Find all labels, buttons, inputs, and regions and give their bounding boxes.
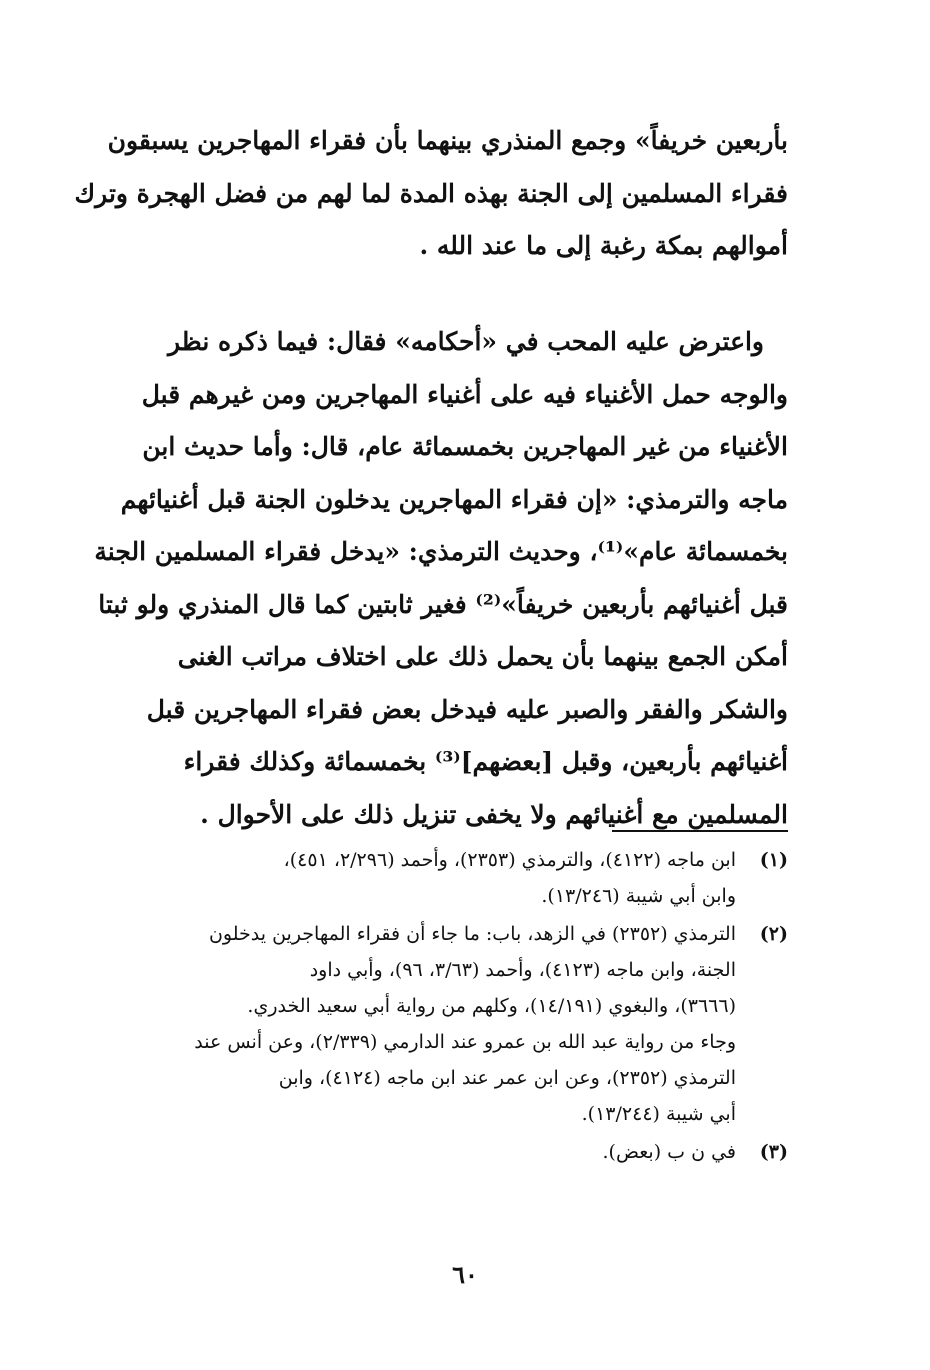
text-line: والوجه حمل الأغنياء فيه على أغنياء المهاجرين ومن غيرهم قبل: [141, 379, 788, 409]
text-line: أمكن الجمع بينهما بأن يحمل ذلك على اختلاف مراتب الغنى: [177, 642, 788, 671]
footnote-line: (٣٦٦٦)، والبغوي (١٤/١٩١)، وكلهم من رواية أبي سعيد الخدري.: [247, 995, 736, 1017]
footnote-divider: [612, 830, 788, 832]
footnote-number: (٣): [759, 1141, 788, 1163]
paragraph-1: [74, 115, 788, 273]
footnote-line: ابن ماجه (٤١٢٢)، والترمذي (٢٣٥٣)، وأحمد (٢/٢٩٦، ٤٥١)،: [283, 849, 736, 871]
footnote-line: الترمذي (٢٣٥٢)، وعن ابن عمر عند ابن ماجه (٤١٢٤)، وابن: [278, 1067, 736, 1089]
text-line: الأغنياء من غير المهاجرين بخمسمائة عام، قال: وأما حديث ابن: [142, 432, 788, 461]
footnote-line: الترمذي (٢٣٥٢) في الزهد، باب: ما جاء أن فقراء المهاجرين يدخلون: [208, 923, 736, 945]
footnote-2: [112, 916, 788, 1132]
paragraph-2: [94, 316, 788, 841]
footnote-line: أبي شيبة (١٣/٢٤٤).: [581, 1103, 736, 1125]
text-line: المسلمين مع أغنيائهم ولا يخفى تنزيل ذلك على الأحوال .: [200, 799, 788, 829]
text-line: والشكر والفقر والصبر عليه فيدخل بعض فقراء المهاجرين قبل: [146, 694, 788, 724]
footnote-3: [112, 1134, 788, 1170]
footnote-line: الجنة، وابن ماجه (٤١٢٣)، وأحمد (٣/٦٣، ٩٦)، وأبي داود: [309, 959, 736, 981]
text-line: واعترض عليه المحب في «أحكامه» فقال: فيما ذكره نظر: [168, 327, 764, 356]
footnote-1: [112, 842, 788, 914]
footnote-text: [112, 1134, 736, 1170]
footnote-text: [112, 916, 736, 1132]
text-line: قبل أغنيائهم بأربعين خريفاً»⁽²⁾ فغير ثابتين كما قال المنذري ولو ثبتا: [98, 589, 788, 619]
text-line: بخمسمائة عام»⁽¹⁾، وحديث الترمذي: «يدخل فقراء المسلمين الجنة: [94, 537, 788, 566]
footnote-text: [112, 842, 736, 914]
footnote-number: (٢): [759, 923, 788, 945]
text-line: بأربعين خريفاً» وجمع المنذري بينهما بأن فقراء المهاجرين يسبقون: [107, 126, 788, 155]
footnote-line: وجاء من رواية عبد الله بن عمرو عند الدارمي (٢/٣٣٩)، وعن أنس عند: [194, 1031, 736, 1053]
text-line: أغنيائهم بأربعين، وقبل [بعضهم]⁽³⁾ بخمسمائة وكذلك فقراء: [183, 747, 788, 776]
text-line: أموالهم بمكة رغبة إلى ما عند الله .: [419, 231, 788, 260]
footnote-line: وابن أبي شيبة (١٣/٢٤٦).: [541, 885, 736, 907]
footnotes-list: [112, 842, 788, 1172]
text-line: فقراء المسلمين إلى الجنة بهذه المدة لما لهم من فضل الهجرة وترك: [74, 178, 788, 208]
text-line: ماجه والترمذي: «إن فقراء المهاجرين يدخلون الجنة قبل أغنيائهم: [120, 484, 788, 514]
page-number: ٦٠: [452, 1260, 478, 1289]
footnote-line: في ن ب (بعض).: [602, 1141, 736, 1163]
footnote-number: (١): [759, 849, 788, 871]
